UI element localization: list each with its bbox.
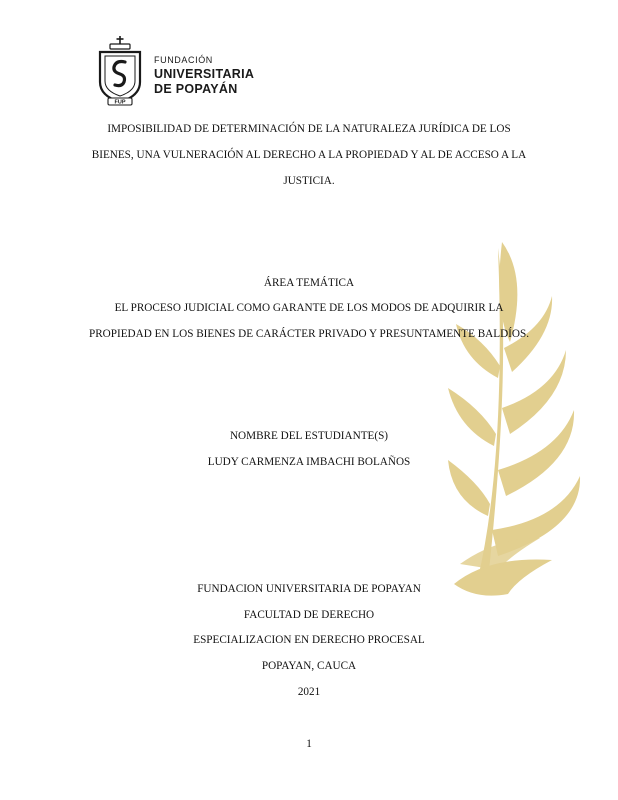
title-line-1: IMPOSIBILIDAD DE DETERMINACIÓN DE LA NATURALEZA JURÍDICA DE LOS <box>107 123 511 135</box>
program-name: ESPECIALIZACION EN DERECHO PROCESAL <box>193 634 425 646</box>
page-number: 1 <box>306 738 312 750</box>
university-name: FUNDACION UNIVERSITARIA DE POPAYAN <box>197 583 421 595</box>
student-name: LUDY CARMENZA IMBACHI BOLAÑOS <box>207 456 411 468</box>
faculty-name: FACULTAD DE DERECHO <box>243 609 375 621</box>
emblem-bottom-text: FUP <box>114 99 126 106</box>
thematic-area-line-1: EL PROCESO JUDICIAL COMO GARANTE DE LOS MODOS DE ADQUIRIR LA <box>114 302 504 314</box>
title-line-2: BIENES, UNA VULNERACIÓN AL DERECHO A LA PROPIEDAD Y AL DE ACCESO A LA <box>91 149 527 161</box>
logo-wordmark <box>154 56 254 95</box>
gold-leaf-watermark-icon <box>448 238 582 598</box>
logo-line-1: FUNDACIÓN <box>154 55 213 65</box>
city: POPAYAN, CAUCA <box>261 660 357 672</box>
university-emblem-icon <box>92 36 148 108</box>
logo-line-2: UNIVERSITARIA <box>154 67 255 81</box>
title-line-3: JUSTICIA. <box>283 175 335 187</box>
logo-line-3: DE POPAYÁN <box>154 81 238 96</box>
year: 2021 <box>297 686 321 698</box>
thematic-area-line-2: PROPIEDAD EN LOS BIENES DE CARÁCTER PRIVADO Y PRESUNTAMENTE BALDÍOS. <box>89 328 529 340</box>
university-logo <box>92 36 272 108</box>
student-heading: NOMBRE DEL ESTUDIANTE(S) <box>229 430 389 442</box>
thematic-area-heading: ÁREA TEMÁTICA <box>263 277 355 289</box>
